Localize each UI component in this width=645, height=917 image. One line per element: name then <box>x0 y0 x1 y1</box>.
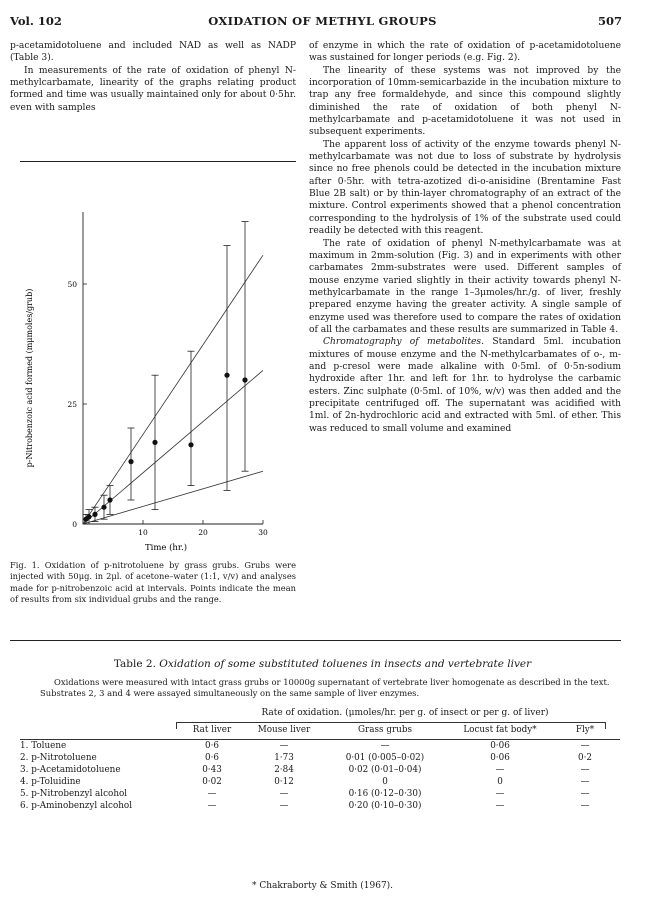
x-tick-label: 10 <box>138 528 148 537</box>
table-cell: — <box>495 789 505 799</box>
regression-line <box>83 255 263 524</box>
volume-number: Vol. 102 <box>10 14 62 28</box>
table-2 <box>20 724 620 812</box>
table-cell: 1·73 <box>274 753 294 763</box>
column-header: Rat liver <box>192 725 232 735</box>
section-body: Standard 5ml. incubation mixtures of mouse enzyme and the N-methylcarbamates of o-, m- and p-cresol were made alkaline with 0·5ml. of 0·5n-sodium hydroxide after 1hr. and left for 1hr. to hydrolyse the carbamic esters. Zinc sulphate (0·5ml. of 10%, w/v) was then added and the precipitate centrifuged off. The supernatant was acidified with 1ml. of 2n-hydrochloric acid and extracted with 5ml. of ether. This was reduced to small volume and examined <box>309 337 621 434</box>
column-header: Locust fat body* <box>463 725 537 735</box>
table-cell: — <box>580 801 590 811</box>
figure-1 <box>20 178 296 558</box>
column-header: Grass grubs <box>358 725 412 735</box>
table-cell: — <box>207 801 217 811</box>
table-row <box>20 764 620 776</box>
table-cell: 6. p-Aminobenzyl alcohol <box>20 801 133 811</box>
figure-top-rule <box>20 161 296 162</box>
table-cell: 0·06 <box>490 741 510 751</box>
table-cell: 0·6 <box>205 753 219 763</box>
paragraph: of enzyme in which the rate of oxidation of p-acetamidotoluene was sustained for longer periods (e.g. Fig. 2). <box>309 41 621 64</box>
x-tick-label: 30 <box>258 528 268 537</box>
rate-header: Rate of oxidation. (μmoles/hr. per g. of insect or per g. of liver) <box>261 708 549 718</box>
data-point <box>101 505 106 510</box>
x-tick-label: 20 <box>198 528 208 537</box>
y-tick-label: 25 <box>67 400 77 409</box>
data-point <box>86 514 91 519</box>
table-cell: 0·01 (0·005–0·02) <box>345 753 425 763</box>
column-header <box>20 724 176 736</box>
paragraph: In measurements of the rate of oxidation of phenyl N-methylcarbamate, linearity of the graphs relating product formed and time was usually maintained only for about 0·5hr. even with samples <box>10 65 296 113</box>
x-axis-label: Time (hr.) <box>144 543 188 553</box>
table-cell: 0·20 (0·10–0·30) <box>348 801 422 811</box>
data-point <box>242 377 247 382</box>
data-point <box>92 512 97 517</box>
section-heading: Chromatography of metabolites. <box>323 337 484 348</box>
data-point <box>107 497 112 502</box>
table-cell: 0·12 <box>274 777 294 787</box>
table-2-title <box>0 658 645 670</box>
table-cell: 2·84 <box>274 765 294 775</box>
table-cell: 0·6 <box>205 741 219 751</box>
page-number: 507 <box>597 14 622 28</box>
table-cell: — <box>580 789 590 799</box>
paragraph: The linearity of these systems was not improved by the incorporation of 10mm-semicarbazide in the incubation mixture to trap any free formaldehyde, and since this compound slightly diminished the rate of oxidation of both phenyl N-methylcarbamate and p-acetamidotoluene it was not used in subsequent experiments. <box>309 65 621 138</box>
data-point <box>128 459 133 464</box>
y-axis-label: p-Nitrobenzoic acid formed (mμmoles/grub) <box>25 288 34 468</box>
paragraph: The apparent loss of activity of the enzyme towards phenyl N-methylcarbamate was not due to loss of substrate by hydrolysis since no free phenols could be detected in the incubation mixture after 0·5hr. with tetra-azotized di-o-anisidine (Brentamine Fast Blue 2B salt) or by thin-layer chromatography of an extract of the mixture. Control experiments showed that a phenol concentration corresponding to the hydrolysis of 1% of the substrate used could readily be detected with this reagent. <box>309 139 621 237</box>
running-header <box>0 14 645 28</box>
right-column-text <box>309 40 621 435</box>
table-top-rule <box>10 640 621 641</box>
table-label: Table 2. <box>113 658 156 670</box>
table-cell: 2. p-Nitrotoluene <box>20 753 97 763</box>
left-column-text <box>10 40 296 114</box>
table-cell: 0 <box>497 777 503 787</box>
table-cell: 0·06 <box>490 753 510 763</box>
table-cell: 0 <box>382 777 388 787</box>
table-header-row <box>20 724 620 736</box>
table-row <box>20 752 620 764</box>
table-cell: 0·2 <box>578 753 592 763</box>
table-cell: — <box>580 777 590 787</box>
paragraph-chromatography <box>309 336 621 435</box>
paragraph: p-acetamidotoluene and included NAD as well as NADP (Table 3). <box>10 41 296 64</box>
y-tick-label: 50 <box>67 280 77 289</box>
table-cell: — <box>207 789 217 799</box>
table-footnote: * Chakraborty & Smith (1967). <box>251 881 394 891</box>
table-cell: 4. p-Toluidine <box>20 777 81 787</box>
table-cell: 0·16 (0·12–0·30) <box>348 789 422 799</box>
y-tick-label: 0 <box>72 520 77 529</box>
table-cell: 3. p-Acetamidotoluene <box>20 765 121 775</box>
table-cell: 0·02 (0·01–0·04) <box>348 765 422 775</box>
table-cell: 1. Toluene <box>20 741 67 751</box>
table-cell: — <box>380 741 390 751</box>
table-cell: 0·43 <box>202 765 222 775</box>
table-cell: 5. p-Nitrobenzyl alcohol <box>20 789 128 799</box>
table-row <box>20 740 620 753</box>
data-point <box>152 440 157 445</box>
table-row <box>20 788 620 800</box>
table-cell: — <box>495 765 505 775</box>
data-point <box>188 442 193 447</box>
table-cell: — <box>580 741 590 751</box>
data-point <box>224 373 229 378</box>
table-caption: Oxidation of some substituted toluenes in insects and vertebrate liver <box>159 658 532 670</box>
column-header: Fly* <box>575 725 595 735</box>
running-title: OXIDATION OF METHYL GROUPS <box>208 14 437 28</box>
table-2-description: Oxidations were measured with intact grass grubs or 10000g supernatant of vertebrate liver homogenate as described in the text. Substrates 2, 3 and 4 were assayed simultaneously on the same sample of liver enzymes. <box>40 677 610 699</box>
table-cell: — <box>279 741 289 751</box>
table-cell: — <box>580 765 590 775</box>
table-cell: 0·02 <box>202 777 222 787</box>
table-cell: — <box>279 789 289 799</box>
figure-1-caption: Fig. 1. Oxidation of p-nitrotoluene by grass grubs. Grubs were injected with 50μg. in 2μl. of acetone–water (1:1, v/v) and analyses made for p-nitrobenzoic acid at intervals. Points indicate the mean of results from six individual grubs and the range. <box>10 560 296 604</box>
table-cell: — <box>279 801 289 811</box>
table-row <box>20 776 620 788</box>
paragraph: The rate of oxidation of phenyl N-methylcarbamate was at maximum in 2mm-solution (Fig. 3) and in experiments with other carbamates 2mm-substrates were used. Different samples of mouse enzyme varied slightly in their activity towards phenyl N-methylcarbamate in the range 1–3μmoles/hr./g. of liver, freshly prepared enzyme having the greater activity. A single sample of enzyme used was therefore used to compare the rates of oxidation of all the carbamates and these results are summarized in Table 4. <box>309 238 621 335</box>
table-row <box>20 800 620 812</box>
table-cell: — <box>495 801 505 811</box>
figure-1-chart <box>20 178 296 558</box>
column-header: Mouse liver <box>257 725 311 735</box>
